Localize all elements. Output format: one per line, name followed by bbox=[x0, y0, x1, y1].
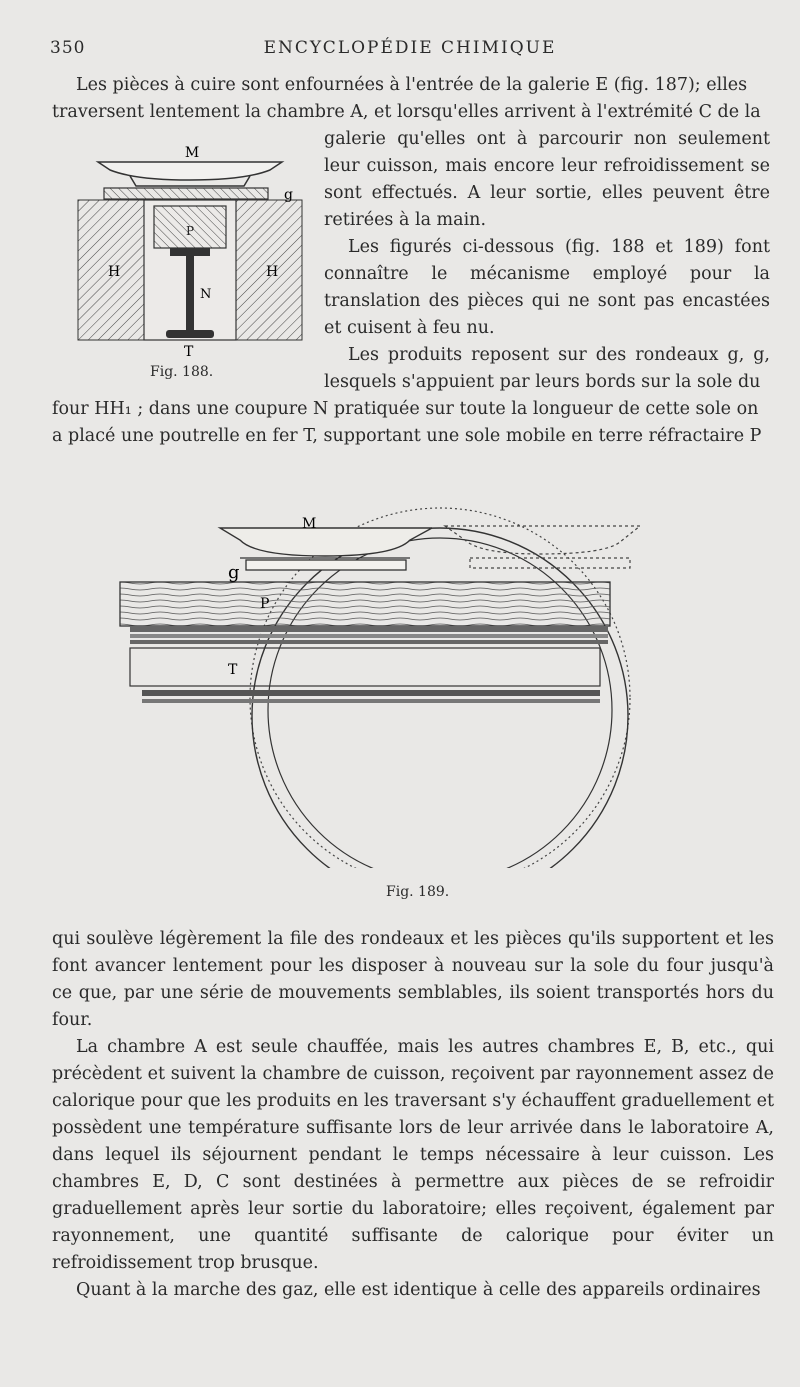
fig188-caption: Fig. 188. bbox=[150, 364, 214, 380]
body-paragraph-5: La chambre A est seule chauffée, mais les autres chambres E, B, etc., qui précèdent et suivent la chambre de cuisson, reçoivent par rayonnement assez de calorique pour que les produits en les traversant s'y échauffent graduellement et possèdent une température suffisante lors de leur arrivée dans le laboratoire A, dans lequel ils séjournent pendant le temps nécessaire à leur cuisson. Les chambres E, D, C sont destinées à permettre aux pièces de se refroidir graduellement après leur sortie du laboratoire; elles reçoivent, également par rayonnement, une quantité suffisante de calorique pour éviter un refroidissement trop brusque. bbox=[52, 1037, 774, 1273]
fig188-label-p: P bbox=[186, 224, 195, 238]
page-number: 350 bbox=[50, 38, 86, 58]
intro-paragraph bbox=[52, 72, 770, 126]
beam-t bbox=[130, 648, 600, 686]
figure-188 bbox=[70, 140, 310, 365]
wrap-paragraph-3: Les produits reposent sur des rondeaux g, g, lesquels s'appuient par leurs bords sur la sole du bbox=[324, 345, 770, 392]
fig188-label-h-right: H bbox=[266, 264, 279, 280]
body-paragraph-6: Quant à la marche des gaz, elle est identique à celle des appareils ordinaires bbox=[76, 1280, 761, 1300]
sole-p-wood bbox=[120, 582, 610, 626]
fig189-label-p: P bbox=[260, 596, 270, 612]
running-header bbox=[40, 38, 780, 62]
main-body-text bbox=[52, 926, 774, 1304]
para3-line-2: a placé une poutrelle en fer T, supportant une sole mobile en terre réfractaire P bbox=[52, 426, 762, 446]
wheel-outer bbox=[252, 528, 628, 868]
para3-line-1: four HH₁ ; dans une coupure N pratiquée sur toute la longueur de cette sole on bbox=[52, 399, 759, 419]
body-paragraph-4: qui soulève légèrement la file des rondeaux et les pièces qu'ils supportent et les font avancer lentement pour les disposer à nouveau sur la sole du four jusqu'à ce que, par une série de mouvements semblables, ils soient transportés hors du four. bbox=[52, 929, 774, 1030]
paragraph-3-continuation bbox=[52, 396, 770, 450]
intro-line-1: Les pièces à cuire sont enfournées à l'entrée de la galerie E (fig. 187); elles bbox=[76, 75, 748, 95]
fig189-label-t: T bbox=[228, 662, 238, 678]
rondeau-g-solid bbox=[246, 560, 406, 570]
dish-m-shape bbox=[98, 162, 282, 180]
dish-m-solid bbox=[220, 528, 432, 556]
figure-189 bbox=[110, 478, 650, 868]
fig189-label-g: g bbox=[228, 562, 240, 583]
beam-t-shape bbox=[186, 256, 194, 332]
rondeau-g-shape bbox=[104, 188, 268, 199]
intro-line-2: traversent lentement la chambre A, et lorsqu'elles arrivent à l'extrémité C de la bbox=[52, 102, 761, 122]
fig189-label-m: M bbox=[302, 516, 317, 532]
fig188-label-h-left: H bbox=[108, 264, 121, 280]
dish-m-dotted bbox=[445, 526, 640, 554]
fig188-label-t: T bbox=[184, 344, 194, 360]
fig188-label-g: g bbox=[284, 187, 293, 203]
fig189-caption: Fig. 189. bbox=[386, 884, 450, 900]
wrap-paragraph-1: galerie qu'elles ont à parcourir non seulement leur cuisson, mais encore leur refroidissement se sont effectués. A leur sortie, elles peuvent être retirées à la main. bbox=[324, 129, 770, 230]
running-title: ENCYCLOPÉDIE CHIMIQUE bbox=[263, 38, 557, 58]
fig188-label-m: M bbox=[184, 145, 200, 161]
wrapped-text-column bbox=[324, 126, 770, 396]
fig188-label-n: N bbox=[200, 287, 212, 302]
wrap-paragraph-2: Les figurés ci-dessous (fig. 188 et 189) font connaître le mécanisme employé pour la translation des pièces qui ne sont pas encastées et cuisent à feu nu. bbox=[324, 237, 770, 338]
